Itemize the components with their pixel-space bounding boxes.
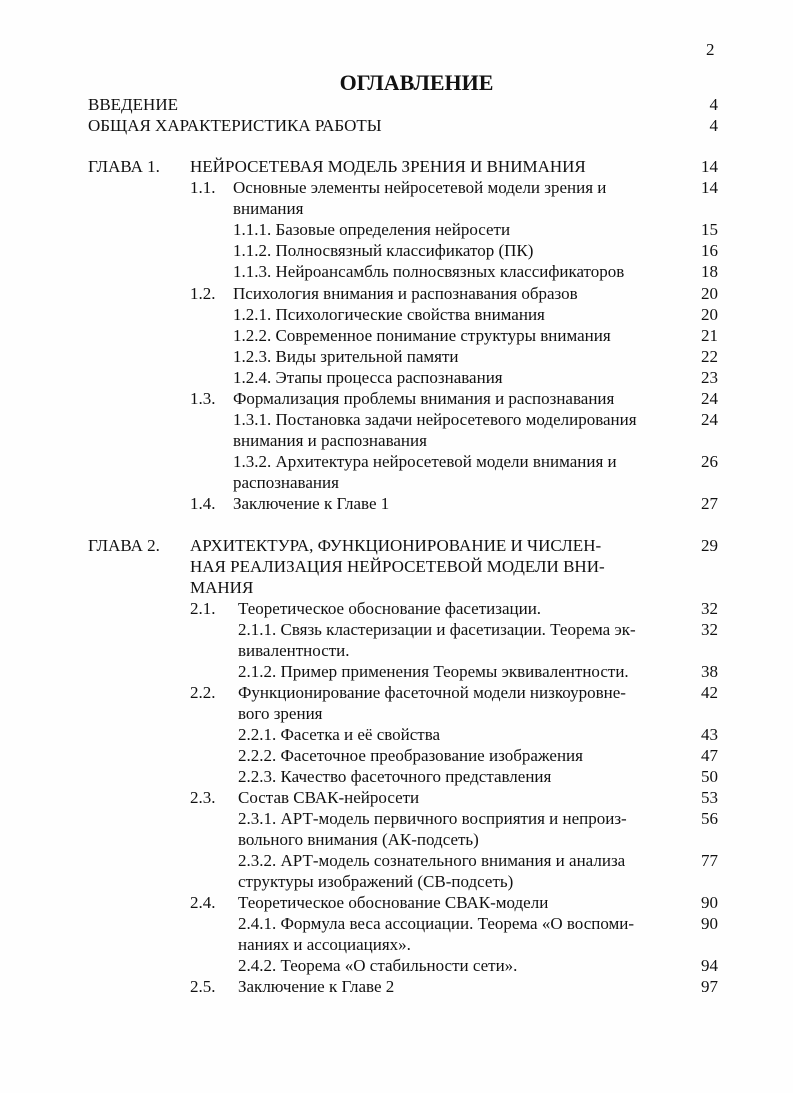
section-number: 1.2. bbox=[190, 284, 216, 303]
subsection-title: 2.3.1. АРТ-модель первичного восприятия и непроиз- bbox=[238, 809, 627, 828]
section-title: Теоретическое обоснование фасетизации. bbox=[238, 599, 542, 618]
toc-page: 77 bbox=[701, 851, 718, 870]
subsection-title: 1.2.2. Современное понимание структуры внимания bbox=[233, 326, 611, 345]
section-title: Теоретическое обоснование СВАК-модели bbox=[238, 893, 549, 912]
subsection-title-cont: наниях и ассоциациях». bbox=[238, 935, 411, 954]
subsection-title-cont: структуры изображений (СВ-подсеть) bbox=[238, 872, 514, 891]
section-title: Состав СВАК-нейросети bbox=[238, 788, 420, 807]
chapter-title-cont: НАЯ РЕАЛИЗАЦИЯ НЕЙРОСЕТЕВОЙ МОДЕЛИ ВНИ- bbox=[190, 557, 605, 576]
subsection-title: 2.2.2. Фасеточное преобразование изображения bbox=[238, 746, 583, 765]
subsection-title: 1.2.3. Виды зрительной памяти bbox=[233, 347, 459, 366]
subsection-title: 1.1.3. Нейроансамбль полносвязных классификаторов bbox=[233, 262, 625, 281]
chapter-title-cont: МАНИЯ bbox=[190, 578, 254, 597]
section-title: Заключение к Главе 1 bbox=[233, 494, 390, 513]
toc-page: 16 bbox=[701, 241, 718, 260]
toc-page: 14 bbox=[701, 157, 718, 176]
toc-page: 56 bbox=[701, 809, 718, 828]
toc-page: 90 bbox=[701, 914, 718, 933]
subsection-title: 1.1.2. Полносвязный классификатор (ПК) bbox=[233, 241, 534, 260]
chapter-title: АРХИТЕКТУРА, ФУНКЦИОНИРОВАНИЕ И ЧИСЛЕН- bbox=[190, 536, 602, 555]
section-number: 1.3. bbox=[190, 389, 216, 408]
toc-page: 22 bbox=[701, 347, 718, 366]
section-number: 2.2. bbox=[190, 683, 216, 702]
subsection-title-cont: внимания и распознавания bbox=[233, 431, 427, 450]
toc-page: 90 bbox=[701, 893, 718, 912]
subsection-title: 2.2.3. Качество фасеточного представления bbox=[238, 767, 552, 786]
toc-page: 97 bbox=[701, 977, 718, 996]
chapter-label: ГЛАВА 1. bbox=[88, 157, 160, 176]
section-number: 2.5. bbox=[190, 977, 216, 996]
toc-page: 43 bbox=[701, 725, 718, 744]
toc-page: 29 bbox=[701, 536, 718, 555]
section-title: Функционирование фасеточной модели низкоуровне- bbox=[238, 683, 626, 702]
toc-page: 20 bbox=[701, 284, 718, 303]
toc-intro-label: ВВЕДЕНИЕ bbox=[88, 95, 178, 114]
toc-page: 4 bbox=[709, 95, 718, 114]
subsection-title-cont: распознавания bbox=[233, 473, 339, 492]
section-title-cont: вого зрения bbox=[238, 704, 323, 723]
section-title: Психология внимания и распознавания образов bbox=[233, 284, 578, 303]
toc-page: 20 bbox=[701, 305, 718, 324]
toc-page: 53 bbox=[701, 788, 718, 807]
toc-page: 18 bbox=[701, 262, 718, 281]
toc-page: 27 bbox=[701, 494, 718, 513]
toc-page: 32 bbox=[701, 620, 718, 639]
section-title: Основные элементы нейросетевой модели зрения и bbox=[233, 178, 607, 197]
toc-general-label: ОБЩАЯ ХАРАКТЕРИСТИКА РАБОТЫ bbox=[88, 116, 382, 135]
toc-page: 21 bbox=[701, 326, 718, 345]
section-number: 2.3. bbox=[190, 788, 216, 807]
toc-page: 24 bbox=[701, 410, 718, 429]
toc-page: 24 bbox=[701, 389, 718, 408]
section-number: 1.1. bbox=[190, 178, 216, 197]
subsection-title: 1.2.1. Психологические свойства внимания bbox=[233, 305, 545, 324]
subsection-title: 1.3.1. Постановка задачи нейросетевого моделирования bbox=[233, 410, 637, 429]
subsection-title: 2.4.1. Формула веса ассоциации. Теорема «О воспоми- bbox=[238, 914, 635, 933]
section-title-cont: внимания bbox=[233, 199, 304, 218]
section-title: Формализация проблемы внимания и распознавания bbox=[233, 389, 615, 408]
section-number: 1.4. bbox=[190, 494, 216, 513]
toc-page: 47 bbox=[701, 746, 718, 765]
chapter-title: НЕЙРОСЕТЕВАЯ МОДЕЛЬ ЗРЕНИЯ И ВНИМАНИЯ bbox=[190, 157, 586, 176]
toc-page: 50 bbox=[701, 767, 718, 786]
subsection-title: 2.1.2. Пример применения Теоремы эквивалентности. bbox=[238, 662, 629, 681]
page-title: ОГЛАВЛЕНИЕ bbox=[339, 70, 494, 95]
page-number: 2 bbox=[706, 40, 715, 59]
subsection-title: 2.2.1. Фасетка и её свойства bbox=[238, 725, 441, 744]
toc-page: 4 bbox=[709, 116, 718, 135]
section-title: Заключение к Главе 2 bbox=[238, 977, 395, 996]
toc-page: 23 bbox=[701, 368, 718, 387]
subsection-title: 1.3.2. Архитектура нейросетевой модели внимания и bbox=[233, 452, 617, 471]
toc-page: 14 bbox=[701, 178, 718, 197]
toc-page: 38 bbox=[701, 662, 718, 681]
section-number: 2.4. bbox=[190, 893, 216, 912]
subsection-title: 2.4.2. Теорема «О стабильности сети». bbox=[238, 956, 518, 975]
toc-page: 15 bbox=[701, 220, 718, 239]
toc-page: 26 bbox=[701, 452, 718, 471]
subsection-title: 1.2.4. Этапы процесса распознавания bbox=[233, 368, 503, 387]
subsection-title-cont: вивалентности. bbox=[238, 641, 350, 660]
subsection-title: 2.1.1. Связь кластеризации и фасетизации. Теорема эк- bbox=[238, 620, 636, 639]
toc-page: 32 bbox=[701, 599, 718, 618]
section-number: 2.1. bbox=[190, 599, 216, 618]
subsection-title: 1.1.1. Базовые определения нейросети bbox=[233, 220, 511, 239]
toc-page: 94 bbox=[701, 956, 718, 975]
toc-page: 42 bbox=[701, 683, 718, 702]
subsection-title: 2.3.2. АРТ-модель сознательного внимания и анализа bbox=[238, 851, 626, 870]
chapter-label: ГЛАВА 2. bbox=[88, 536, 160, 555]
subsection-title-cont: вольного внимания (АК-подсеть) bbox=[238, 830, 479, 849]
